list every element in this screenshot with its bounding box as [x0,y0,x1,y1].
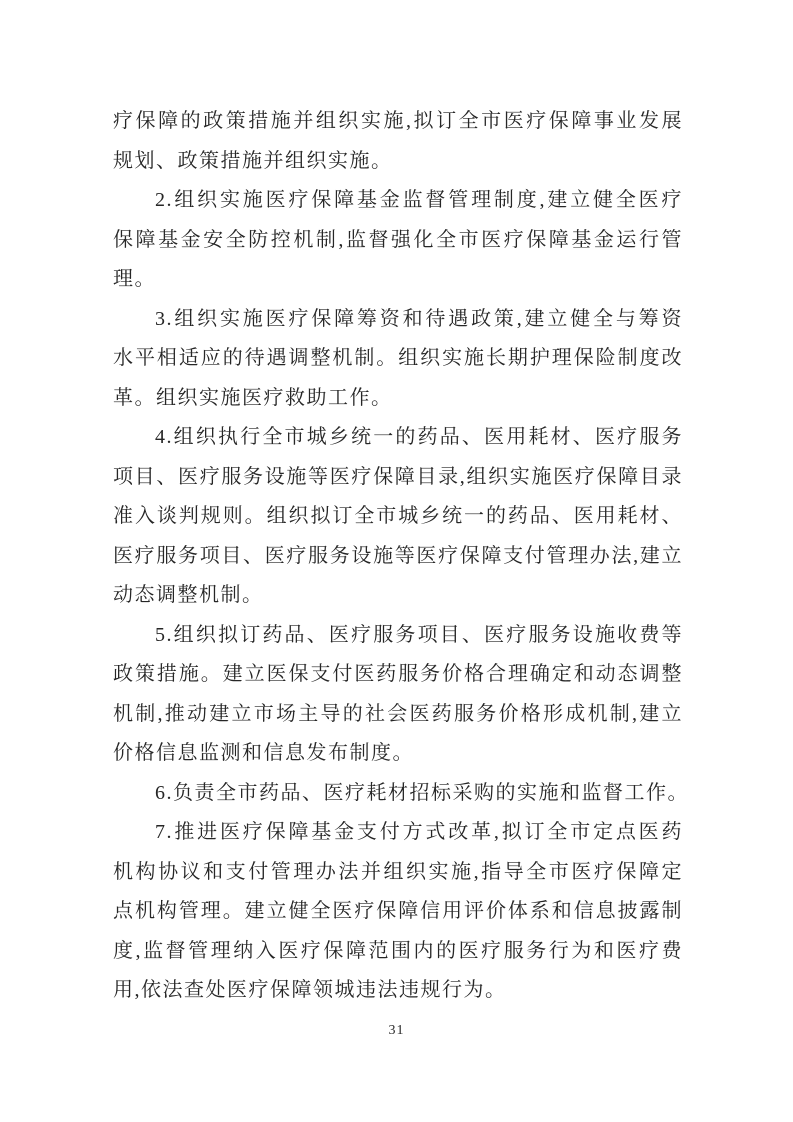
page-number: 31 [388,1023,405,1038]
text-line: 7.推进医疗保障基金支付方式改革,拟订全市定点医药 [155,821,683,843]
text-line: 度,监督管理纳入医疗保障范围内的医疗服务行为和医疗费 [113,939,683,962]
text-line: 3.组织实施医疗保障筹资和待遇政策,建立健全与筹资 [155,307,683,330]
text-line: 规划、政策措施并组织实施。 [113,149,393,172]
text-line: 4.组织执行全市城乡统一的药品、医用耗材、医疗服务 [155,426,683,448]
text-line: 6.负责全市药品、医疗耗材招标采购的实施和监督工作。 [155,781,689,804]
text-line: 点机构管理。建立健全医疗保障信用评价体系和信息披露制 [113,900,683,922]
document-body [113,102,689,1011]
text-line: 保障基金安全防控机制,监督强化全市医疗保障基金运行管 [113,228,683,251]
text-line: 项目、医疗服务设施等医疗保障目录,组织实施医疗保障目录 [113,465,683,488]
text-line: 价格信息监测和信息发布制度。 [113,742,414,764]
text-line: 理。 [113,268,156,290]
text-line: 用,依法查处医疗保障领城违法违规行为。 [113,979,507,1001]
text-line: 准入谈判规则。组织拟订全市城乡统一的药品、医用耗材、 [113,505,683,527]
text-line: 5.组织拟订药品、医疗服务项目、医疗服务设施收费等 [155,623,683,646]
text-line: 疗保障的政策措施并组织实施,拟订全市医疗保障事业发展 [113,110,683,132]
text-line: 2.组织实施医疗保障基金监督管理制度,建立健全医疗 [155,189,683,211]
text-line: 机制,推动建立市场主导的社会医药服务价格形成机制,建立 [113,702,683,725]
text-line: 动态调整机制。 [113,584,264,606]
text-line: 机构协议和支付管理办法并组织实施,指导全市医疗保障定 [113,860,683,883]
text-line: 医疗服务项目、医疗服务设施等医疗保障支付管理办法,建立 [113,544,683,567]
text-line: 政策措施。建立医保支付医药服务价格合理确定和动态调整 [113,663,683,685]
text-line: 革。组织实施医疗救助工作。 [113,386,393,409]
text-line: 水平相适应的待遇调整机制。组织实施长期护理保险制度改 [113,347,683,369]
